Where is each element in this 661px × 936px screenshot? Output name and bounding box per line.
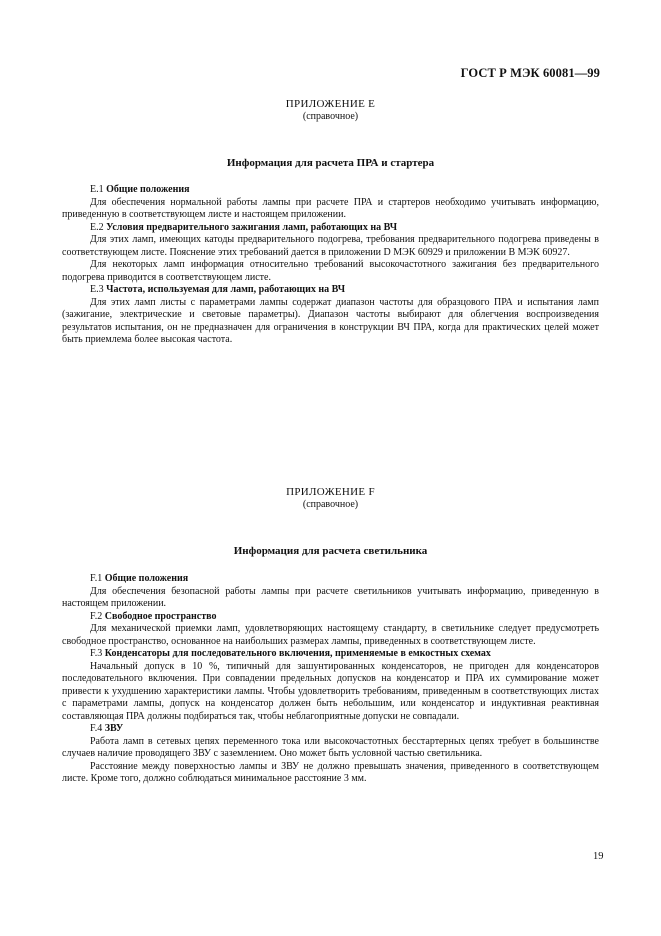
- section-e1-title: E.1 Общие положения: [90, 184, 190, 195]
- appendix-f-body: [62, 573, 599, 786]
- section-e2-title: E.2 Условия предварительного зажигания ламп, работающих на ВЧ: [90, 221, 398, 233]
- section-e1-paragraph: Для обеспечения нормальной работы лампы при расчете ПРА и стартеров необходимо учитывать информацию, приведенную в соответствующем листе и настоящем приложении.: [62, 196, 599, 220]
- appendix-e-heading: Информация для расчета ПРА и стартера: [226, 157, 435, 169]
- appendix-f-title: ПРИЛОЖЕНИЕ F: [286, 486, 375, 498]
- section-e3-paragraph: Для этих ламп листы с параметрами лампы содержат диапазон частоты для образцового ПРА и испытания ламп (зажигание, электрические и световые параметры). Диапазон частоты выбирают для облегчения воспроизведения результатов испытания, он не предназначен для ограничения в конструкции ВЧ ПРА, когда для практических целей может быть приемлема более высокая частота.: [62, 296, 599, 345]
- appendix-f-heading: Информация для расчета светильника: [233, 545, 428, 557]
- appendix-f-heading-block: [62, 545, 599, 558]
- appendix-e-title: ПРИЛОЖЕНИЕ E: [285, 98, 376, 110]
- appendix-e-body: [62, 184, 599, 347]
- section-e3-title: E.3 Частота, используемая для ламп, работающих на ВЧ: [90, 284, 346, 295]
- section-f4-paragraph-2: Расстояние между поверхностью лампы и ЗВУ не должно превышать значения, приведенного в соответствующем листе. Кроме того, должно соблюдаться минимальное расстояние 3 мм.: [62, 760, 599, 784]
- section-f1-paragraph: Для обеспечения безопасной работы лампы при расчете светильников учитывать информацию, приведенную в настоящем приложении.: [62, 585, 599, 609]
- appendix-e-subtitle: (справочное): [302, 111, 359, 122]
- appendix-f-subtitle: (справочное): [302, 499, 359, 510]
- section-f2-paragraph: Для механической приемки ламп, удовлетворяющих настоящему стандарту, в светильнике следует предусмотреть свободное пространство, основанное на наибольших размерах лампы, приведенных в соответствующем листе.: [62, 623, 599, 647]
- section-f3-title: F.3 Конденсаторы для последовательного включения, применяемые в емкостных схемах: [90, 648, 491, 659]
- section-f4-title: F.4 ЗВУ: [90, 723, 124, 734]
- section-f4-paragraph-1: Работа ламп в сетевых цепях переменного тока или высокочастотных бесстартерных цепях требует в большинстве случаев наличие проводящего ЗВУ с заземлением. Оно может быть условной частью светильника.: [62, 735, 599, 759]
- page-number: 19: [593, 851, 604, 862]
- section-f2-title: F.2 Свободное пространство: [90, 610, 217, 622]
- document-code: ГОСТ Р МЭК 60081—99: [460, 66, 600, 80]
- section-e2-paragraph-2: Для некоторых ламп информация относительно требований высокочастотного зажигания без предварительного подогрева приводится в соответствующем листе.: [62, 259, 599, 283]
- appendix-e-header: [62, 98, 599, 122]
- appendix-f-header: [62, 486, 599, 510]
- appendix-e-heading-block: [62, 157, 599, 170]
- section-e2-paragraph-1: Для этих ламп, имеющих катоды предварительного подогрева, требования предварительного подогрева приведены в соответствующем листе. Пояснение этих требований дается в приложении D МЭК 60929 и приложении B МЭК 60927.: [62, 234, 599, 258]
- section-f1-title: F.1 Общие положения: [90, 573, 189, 584]
- section-f3-paragraph: Начальный допуск в 10 %, типичный для зашунтированных конденсаторов, не пригоден для конденсаторов последовательного включения. При совпадении предельных допусков на конденсатор и ПРА их суммирование может привести к ухудшению характеристики лампы. Чтобы удовлетворить требованиям, приведенным в соответствующих листах с параметрами лампы, допуск на конденсатор должен быть небольшим, или конденсатор и индуктивная реактивная составляющая ПРА должны подбираться так, чтобы неблагоприятные допуски не совпадали.: [62, 660, 599, 722]
